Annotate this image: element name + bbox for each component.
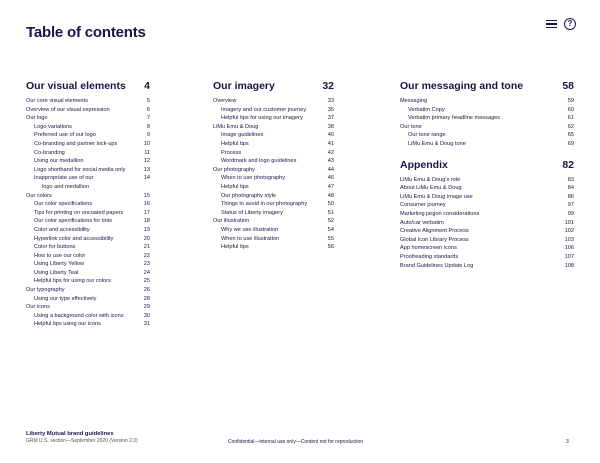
section-heading: Our messaging and tone <box>400 80 524 92</box>
toc-entry[interactable] <box>213 235 334 244</box>
footer-title: Liberty Mutual brand guidelines <box>26 431 114 437</box>
toc-entries <box>213 97 334 252</box>
toc-entry-page: 18 <box>143 218 150 225</box>
toc-entry[interactable] <box>400 97 574 106</box>
toc-entry-page: 15 <box>143 192 150 199</box>
toc-entry-label: Consumer journey <box>400 202 446 209</box>
toc-entry-label: Overview <box>213 98 237 104</box>
toc-entry[interactable] <box>213 106 334 115</box>
toc-entry[interactable] <box>26 277 150 286</box>
toc-entry-label: When to use photography <box>221 175 286 182</box>
toc-entry-page: 106 <box>564 245 574 252</box>
toc-entry[interactable] <box>26 226 150 235</box>
toc-entry[interactable] <box>400 262 574 271</box>
toc-entry-page: 26 <box>143 287 150 294</box>
toc-entry[interactable] <box>400 114 574 123</box>
toc-entry-label: Auto/car verbatim <box>400 219 444 226</box>
toc-entry-page: 29 <box>143 304 150 311</box>
toc-entry-label: When to use illustration <box>221 235 280 242</box>
toc-entry-page: 9 <box>146 132 150 139</box>
toc-entry[interactable] <box>400 244 574 253</box>
toc-entry-label: Logo variations <box>34 123 72 130</box>
toc-entry-page: 5 <box>146 98 150 104</box>
toc-entry-label: Logo shorthand for social media only <box>34 166 126 173</box>
toc-entry-page: 37 <box>327 115 334 122</box>
toc-entry-label: Using our type effectively <box>34 295 97 302</box>
section-heading-row[interactable] <box>213 80 334 96</box>
section-page-number: 32 <box>322 80 334 92</box>
toc-entry-label: Creative Alignment Process <box>400 228 469 235</box>
toc-entry-page: 65 <box>567 132 574 139</box>
toc-entry-label: Helpful tips <box>221 244 249 251</box>
toc-entry[interactable] <box>26 312 150 321</box>
toc-entry[interactable] <box>213 140 334 149</box>
section-heading: Our imagery <box>213 80 275 92</box>
section-heading: Our visual elements <box>26 80 126 92</box>
toc-entry-page: 31 <box>143 321 150 328</box>
toc-entry-label-line: Inappropriate use of our <box>34 175 94 182</box>
toc-entry[interactable] <box>26 243 150 252</box>
toc-entry[interactable] <box>26 192 150 201</box>
toc-entry-page: 50 <box>327 201 334 208</box>
toc-entry-label: App homescreen icons <box>400 245 457 252</box>
toc-entry-page: 21 <box>143 244 150 251</box>
toc-entry-page: 13 <box>143 166 150 173</box>
toc-entry[interactable] <box>213 243 334 252</box>
toc-entry[interactable] <box>400 219 574 228</box>
toc-entry-label: Verbatim primary headline messages <box>408 115 501 122</box>
section-heading-row[interactable] <box>400 80 574 96</box>
toc-entry-page: 69 <box>567 140 574 147</box>
toc-entry[interactable] <box>26 131 150 140</box>
toc-entries <box>26 97 150 329</box>
section-page-number: 4 <box>144 80 150 92</box>
toc-entry-page: 11 <box>144 149 150 156</box>
toc-entry[interactable] <box>213 209 334 218</box>
toc-entry[interactable] <box>26 295 150 304</box>
toc-entry[interactable] <box>26 166 150 175</box>
toc-entry[interactable] <box>213 157 334 166</box>
toc-entry-label: Helpful tips using our icons <box>34 321 101 328</box>
page-title: Table of contents <box>26 24 146 41</box>
toc-entry-label: About LiMu Emu & Doug <box>400 185 462 192</box>
toc-entry-page: 97 <box>567 202 574 209</box>
toc-entry-page: 83 <box>567 176 574 183</box>
toc-entries <box>400 97 574 149</box>
header-toolbar <box>546 18 576 30</box>
toc-entry[interactable] <box>26 106 150 115</box>
section-page-number: 58 <box>562 80 574 92</box>
toc-entry-label: Hyperlink color and accessibility <box>34 235 114 242</box>
toc-entry[interactable] <box>400 210 574 219</box>
toc-column-imagery <box>213 80 334 252</box>
toc-entry-page: 22 <box>143 252 150 259</box>
toc-entry[interactable] <box>26 209 150 218</box>
toc-entry-page: 10 <box>143 140 150 147</box>
toc-entry-label: Our icons <box>26 304 50 311</box>
toc-entry-label: Messaging <box>400 98 428 104</box>
toc-entry-label: Using our medallion <box>34 158 84 165</box>
toc-entry[interactable] <box>26 174 150 191</box>
toc-entry[interactable] <box>213 114 334 123</box>
toc-entry-page: 30 <box>143 312 150 319</box>
toc-entry-page: 46 <box>327 175 334 182</box>
toc-entry-label: LiMu Emu & Doug <box>213 123 259 130</box>
toc-column-messaging <box>400 80 574 270</box>
toc-entry-label: Brand Guidelines Update Log <box>400 262 474 269</box>
toc-entry-page: 7 <box>146 115 150 122</box>
toc-entry-label: Co-branding and partner lock-ups <box>34 140 118 147</box>
toc-entry[interactable] <box>400 253 574 262</box>
toc-entry-page: 55 <box>327 235 334 242</box>
toc-entry-page: 17 <box>143 209 150 216</box>
toc-entry-page: 108 <box>564 262 574 269</box>
toc-entry[interactable] <box>213 166 334 175</box>
toc-entry-label: Verbatim Copy <box>408 106 445 113</box>
appendix-page-number: 82 <box>562 158 574 171</box>
toc-entry[interactable] <box>213 226 334 235</box>
toc-entry-label: Overview of our visual expression <box>26 106 110 113</box>
toc-entry-label: Co-branding <box>34 149 65 156</box>
toc-entry-page: 59 <box>567 98 574 104</box>
toc-entry[interactable] <box>400 131 574 140</box>
toc-entry[interactable] <box>213 149 334 158</box>
toc-entry[interactable] <box>400 236 574 245</box>
toc-entry[interactable] <box>26 260 150 269</box>
toc-entry[interactable] <box>26 157 150 166</box>
toc-entry-page: 101 <box>564 219 574 226</box>
page-number: 3 <box>566 439 569 445</box>
toc-entry[interactable] <box>400 123 574 132</box>
toc-entry-label: Our colors <box>26 192 52 199</box>
toc-entry-page: 107 <box>564 253 574 260</box>
toc-entry[interactable] <box>213 123 334 132</box>
toc-entry-label: Helpful tips <box>221 183 249 190</box>
toc-entry-label: Our logo <box>26 115 48 122</box>
toc-entry[interactable] <box>26 140 150 149</box>
toc-entry-label: Process <box>221 149 242 156</box>
toc-entry-page: 103 <box>564 236 574 243</box>
toc-entry-page: 14 <box>143 175 150 182</box>
toc-entry-label: Our typography <box>26 287 65 294</box>
toc-entry-page: 99 <box>567 210 574 217</box>
toc-entry[interactable] <box>26 114 150 123</box>
toc-entry[interactable] <box>26 149 150 158</box>
toc-entry-label: LiMu Emu & Doug image use <box>400 193 473 200</box>
toc-entry-label: Preferred use of our logo <box>34 132 96 139</box>
toc-entry-page: 84 <box>567 185 574 192</box>
toc-entry[interactable] <box>400 193 574 202</box>
toc-entry-label: Color and accessibility <box>34 226 90 233</box>
toc-entry-label: Status of Liberty imagery <box>221 209 283 216</box>
toc-entry-label: Wordmark and logo guidelines <box>221 158 297 165</box>
toc-entry-label-line: logo and medallion <box>42 183 89 190</box>
toc-entry-label: Things to avoid in our photography <box>221 201 308 208</box>
toc-entry[interactable] <box>26 303 150 312</box>
toc-entry-label: Our color specifications <box>34 201 93 208</box>
toc-entry-label: Helpful tips <box>221 140 249 147</box>
toc-entry-page: 60 <box>567 106 574 113</box>
toc-entry[interactable] <box>213 217 334 226</box>
toc-entry[interactable] <box>400 140 574 149</box>
toc-entry-page: 40 <box>327 132 334 139</box>
section-heading-row[interactable] <box>26 80 150 96</box>
toc-entry-page: 16 <box>143 201 150 208</box>
toc-entry[interactable] <box>26 269 150 278</box>
toc-entry[interactable] <box>26 97 150 106</box>
toc-entry-page: 61 <box>567 115 574 122</box>
toc-entry-label: LiMu Emu & Doug tone <box>408 140 466 147</box>
toc-entry-page: 52 <box>327 218 334 225</box>
toc-entry-page: 24 <box>143 269 150 276</box>
toc-entry-page: 54 <box>327 226 334 233</box>
toc-entry-label: Using a background color with icons <box>34 312 124 319</box>
toc-entry[interactable] <box>26 286 150 295</box>
toc-entry[interactable] <box>26 235 150 244</box>
toc-entries <box>400 176 574 271</box>
toc-entry-page: 86 <box>567 193 574 200</box>
toc-entry[interactable] <box>400 106 574 115</box>
toc-entry[interactable] <box>26 320 150 329</box>
toc-entry-page: 8 <box>146 123 150 130</box>
toc-entry[interactable] <box>213 192 334 201</box>
toc-entry-label: Helpful tips for using our colors <box>34 278 111 285</box>
toc-entry-page: 28 <box>143 295 150 302</box>
toc-entry-page: 43 <box>327 158 334 165</box>
toc-entry-label: LiMu Emu & Doug's role <box>400 176 461 183</box>
toc-entry-page: 42 <box>327 149 334 156</box>
toc-entry-page: 44 <box>327 166 334 173</box>
toc-entry[interactable] <box>26 217 150 226</box>
toc-entry-label: Tips for printing on uncoated papers <box>34 209 124 216</box>
toc-entry-page: 41 <box>327 140 334 147</box>
appendix-heading-row[interactable] <box>400 159 574 175</box>
toc-entry-page: 6 <box>146 106 150 113</box>
toc-entry[interactable] <box>26 200 150 209</box>
toc-entry-page: 12 <box>143 158 150 165</box>
toc-entry[interactable] <box>213 97 334 106</box>
toc-entry-label: Our illustration <box>213 218 250 225</box>
toc-entry-label: Proofreading standards <box>400 253 459 260</box>
toc-entry-label: Image guidelines <box>221 132 264 139</box>
toc-entry[interactable] <box>400 184 574 193</box>
toc-entry-page: 48 <box>327 192 334 199</box>
toc-entry[interactable] <box>26 252 150 261</box>
toc-entry-page: 51 <box>327 209 334 216</box>
toc-entry-label: Marketing jargon considerations <box>400 210 480 217</box>
toc-entry-label <box>26 174 93 191</box>
footer-info <box>26 431 138 445</box>
toc-entry-label: Our core visual elements <box>26 98 88 104</box>
toc-entry-label: Our photography <box>213 166 255 173</box>
toc-entry-page: 62 <box>567 123 574 130</box>
toc-entry-page: 35 <box>327 106 334 113</box>
confidential-notice: Confidential—internal use only—Content not for reproduction <box>228 439 364 445</box>
toc-entry[interactable] <box>400 176 574 185</box>
toc-entry-page: 33 <box>327 98 334 104</box>
toc-entry-label: Our photography style <box>221 192 277 199</box>
toc-entry-page: 38 <box>327 123 334 130</box>
toc-entry[interactable] <box>213 131 334 140</box>
toc-entry-label: Helpful tips for using our imagery <box>221 115 303 122</box>
toc-entry[interactable] <box>213 174 334 183</box>
footer-subtitle: GRM U.S. section—September 2020 (Version 2.3) <box>26 438 138 444</box>
toc-entry-page: 25 <box>143 278 150 285</box>
toc-entry-label: Our color specifications for tints <box>34 218 113 225</box>
toc-entry-label: Why we use illustration <box>221 226 279 233</box>
toc-entry-page: 23 <box>143 261 150 268</box>
appendix-heading: Appendix <box>400 158 448 171</box>
toc-entry-label: Our tone range <box>408 132 446 139</box>
toc-entry[interactable] <box>213 183 334 192</box>
toc-column-visual-elements <box>26 80 150 329</box>
toc-entry-label: Using Liberty Teal <box>34 269 79 276</box>
toc-entry-label: Our tone <box>400 123 422 130</box>
toc-entry-page: 102 <box>564 228 574 235</box>
toc-entry-label: Global Icon Library Process <box>400 236 469 243</box>
toc-entry-label: Color for buttons <box>34 244 76 251</box>
toc-entry-page: 20 <box>143 235 150 242</box>
toc-entry[interactable] <box>26 123 150 132</box>
toc-entry[interactable] <box>400 227 574 236</box>
toc-entry-page: 56 <box>327 244 334 251</box>
toc-entry-page: 47 <box>327 183 334 190</box>
toc-entry-page: 19 <box>143 226 150 233</box>
toc-entry[interactable] <box>213 200 334 209</box>
toc-entry-label: Using Liberty Yellow <box>34 261 85 268</box>
menu-icon[interactable] <box>546 20 557 29</box>
toc-entry-label: Imagery and our customer journey <box>221 106 307 113</box>
toc-entry-label: How to use our color <box>34 252 86 259</box>
toc-entry[interactable] <box>400 201 574 210</box>
help-icon[interactable]: ? <box>564 18 576 30</box>
